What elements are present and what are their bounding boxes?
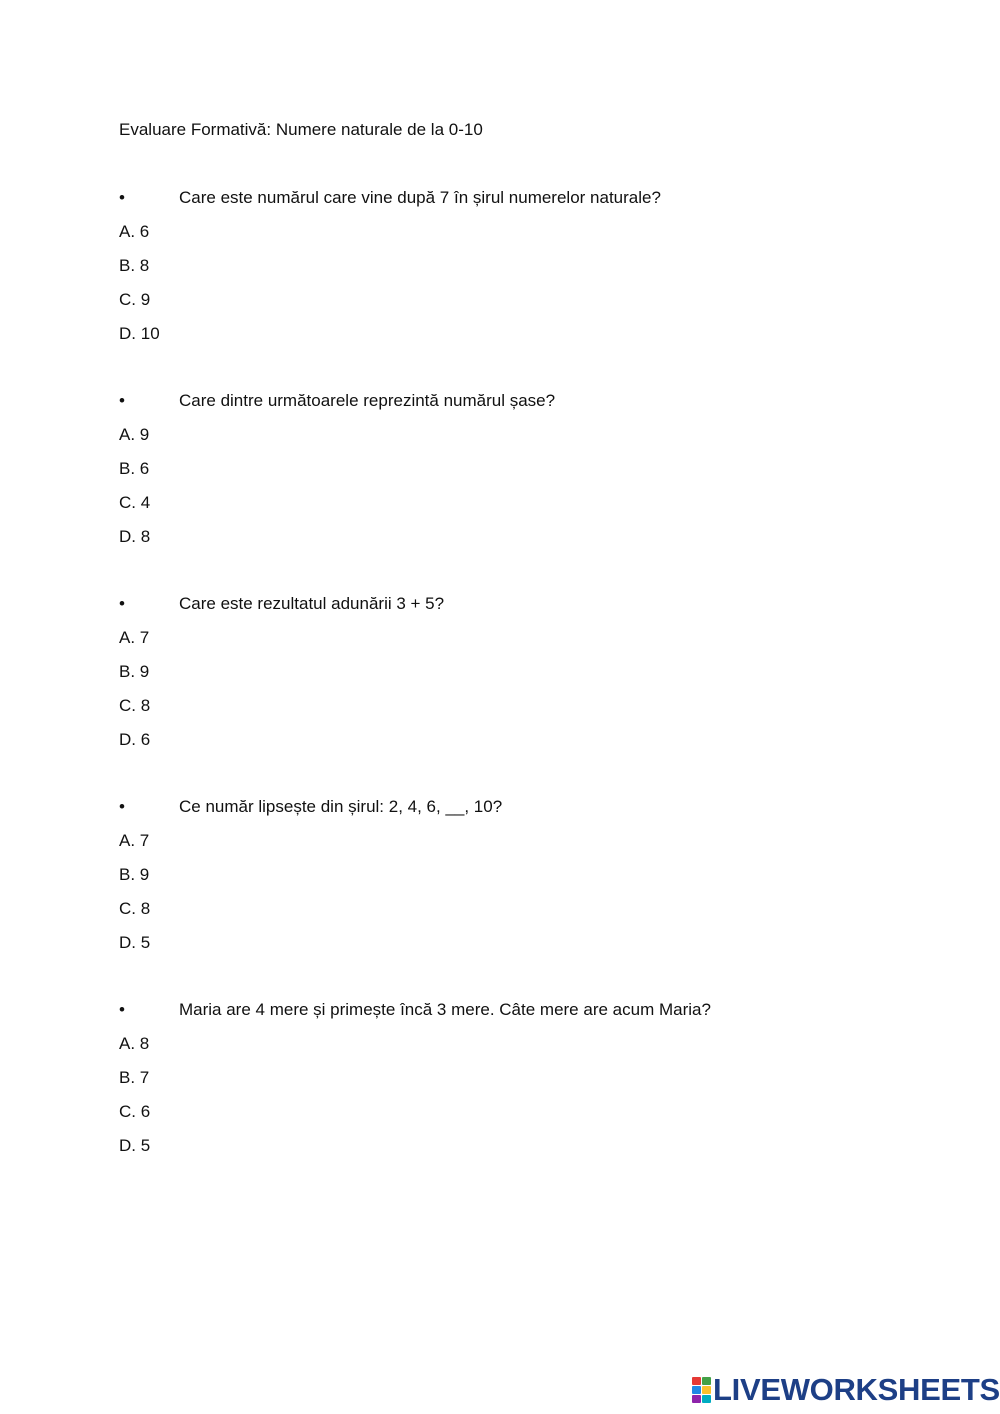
option-value: 8 — [140, 899, 151, 918]
answer-option[interactable] — [119, 627, 149, 649]
option-letter: B . — [119, 1068, 140, 1087]
option-value: 6 — [139, 222, 150, 241]
option-value: 6 — [140, 1102, 151, 1121]
answer-option[interactable] — [119, 932, 150, 954]
option-value: 6 — [139, 459, 150, 478]
logo-text: LIVEWORKSHEETS — [713, 1372, 1000, 1407]
answer-option[interactable] — [119, 864, 149, 886]
option-letter: A . — [119, 1034, 140, 1053]
option-letter: C . — [119, 1102, 141, 1121]
option-value: 5 — [140, 1136, 151, 1155]
option-value: 4 — [140, 493, 151, 512]
option-letter: D . — [119, 527, 141, 546]
question-text: Care este numărul care vine după 7 în șirul numerelor naturale? — [179, 188, 661, 207]
option-letter: A . — [119, 222, 140, 241]
answer-option[interactable] — [119, 221, 149, 243]
liveworksheets-logo[interactable] — [692, 1374, 1000, 1406]
question-line — [0, 390, 1000, 412]
answer-option[interactable] — [119, 289, 150, 311]
option-value: 7 — [139, 628, 150, 647]
logo-mark-cell — [692, 1386, 701, 1394]
liveworksheets-logo-icon — [692, 1377, 711, 1403]
answer-option[interactable] — [119, 1067, 149, 1089]
bullet: • — [119, 391, 125, 410]
bullet: • — [119, 594, 125, 613]
answer-option[interactable] — [119, 255, 149, 277]
option-value: 10 — [140, 324, 160, 343]
logo-mark-cell — [702, 1386, 711, 1394]
option-letter: A . — [119, 425, 140, 444]
logo-mark-cell — [702, 1377, 711, 1385]
question-text: Care dintre următoarele reprezintă numărul șase? — [179, 391, 556, 410]
question-text: Ce număr lipsește din șirul: 2, 4, 6, __, 10? — [179, 797, 503, 816]
answer-option[interactable] — [119, 458, 149, 480]
answer-option[interactable] — [119, 424, 149, 446]
answer-option[interactable] — [119, 661, 149, 683]
answer-option[interactable] — [119, 1101, 150, 1123]
logo-mark-cell — [692, 1377, 701, 1385]
page-title: Evaluare Formativă: Numere naturale de la 0-10 — [119, 120, 483, 139]
answer-option[interactable] — [119, 1135, 150, 1157]
option-value: 9 — [140, 290, 151, 309]
question-line — [0, 999, 1000, 1021]
logo-mark-cell — [692, 1395, 701, 1403]
bullet: • — [119, 1000, 125, 1019]
option-value: 7 — [139, 1068, 150, 1087]
option-value: 8 — [140, 527, 151, 546]
option-letter: B . — [119, 256, 140, 275]
bullet: • — [119, 797, 125, 816]
answer-option[interactable] — [119, 1033, 149, 1055]
option-letter: D . — [119, 933, 141, 952]
option-value: 9 — [139, 865, 150, 884]
option-value: 9 — [139, 425, 150, 444]
option-letter: B . — [119, 459, 140, 478]
option-letter: D . — [119, 730, 141, 749]
option-value: 8 — [139, 1034, 150, 1053]
option-value: 5 — [140, 933, 151, 952]
question-line — [0, 796, 1000, 818]
answer-option[interactable] — [119, 898, 150, 920]
option-letter: D . — [119, 324, 141, 343]
answer-option[interactable] — [119, 729, 150, 751]
option-value: 9 — [139, 662, 150, 681]
answer-option[interactable] — [119, 323, 160, 345]
option-letter: C . — [119, 899, 141, 918]
bullet: • — [119, 188, 125, 207]
option-letter: B . — [119, 865, 140, 884]
option-letter: C . — [119, 493, 141, 512]
option-value: 8 — [139, 256, 150, 275]
answer-option[interactable] — [119, 695, 150, 717]
option-value: 7 — [139, 831, 150, 850]
option-letter: C . — [119, 696, 141, 715]
answer-option[interactable] — [119, 526, 150, 548]
question-text: Care este rezultatul adunării 3 + 5? — [179, 594, 445, 613]
question-line — [0, 187, 1000, 209]
question-text: Maria are 4 mere și primește încă 3 mere. Câte mere are acum Maria? — [179, 1000, 711, 1019]
answer-option[interactable] — [119, 830, 149, 852]
option-letter: A . — [119, 628, 140, 647]
option-letter: B . — [119, 662, 140, 681]
option-letter: D . — [119, 1136, 141, 1155]
question-line — [0, 593, 1000, 615]
option-value: 8 — [140, 696, 151, 715]
option-value: 6 — [140, 730, 151, 749]
option-letter: A . — [119, 831, 140, 850]
option-letter: C . — [119, 290, 141, 309]
answer-option[interactable] — [119, 492, 150, 514]
logo-mark-cell — [702, 1395, 711, 1403]
